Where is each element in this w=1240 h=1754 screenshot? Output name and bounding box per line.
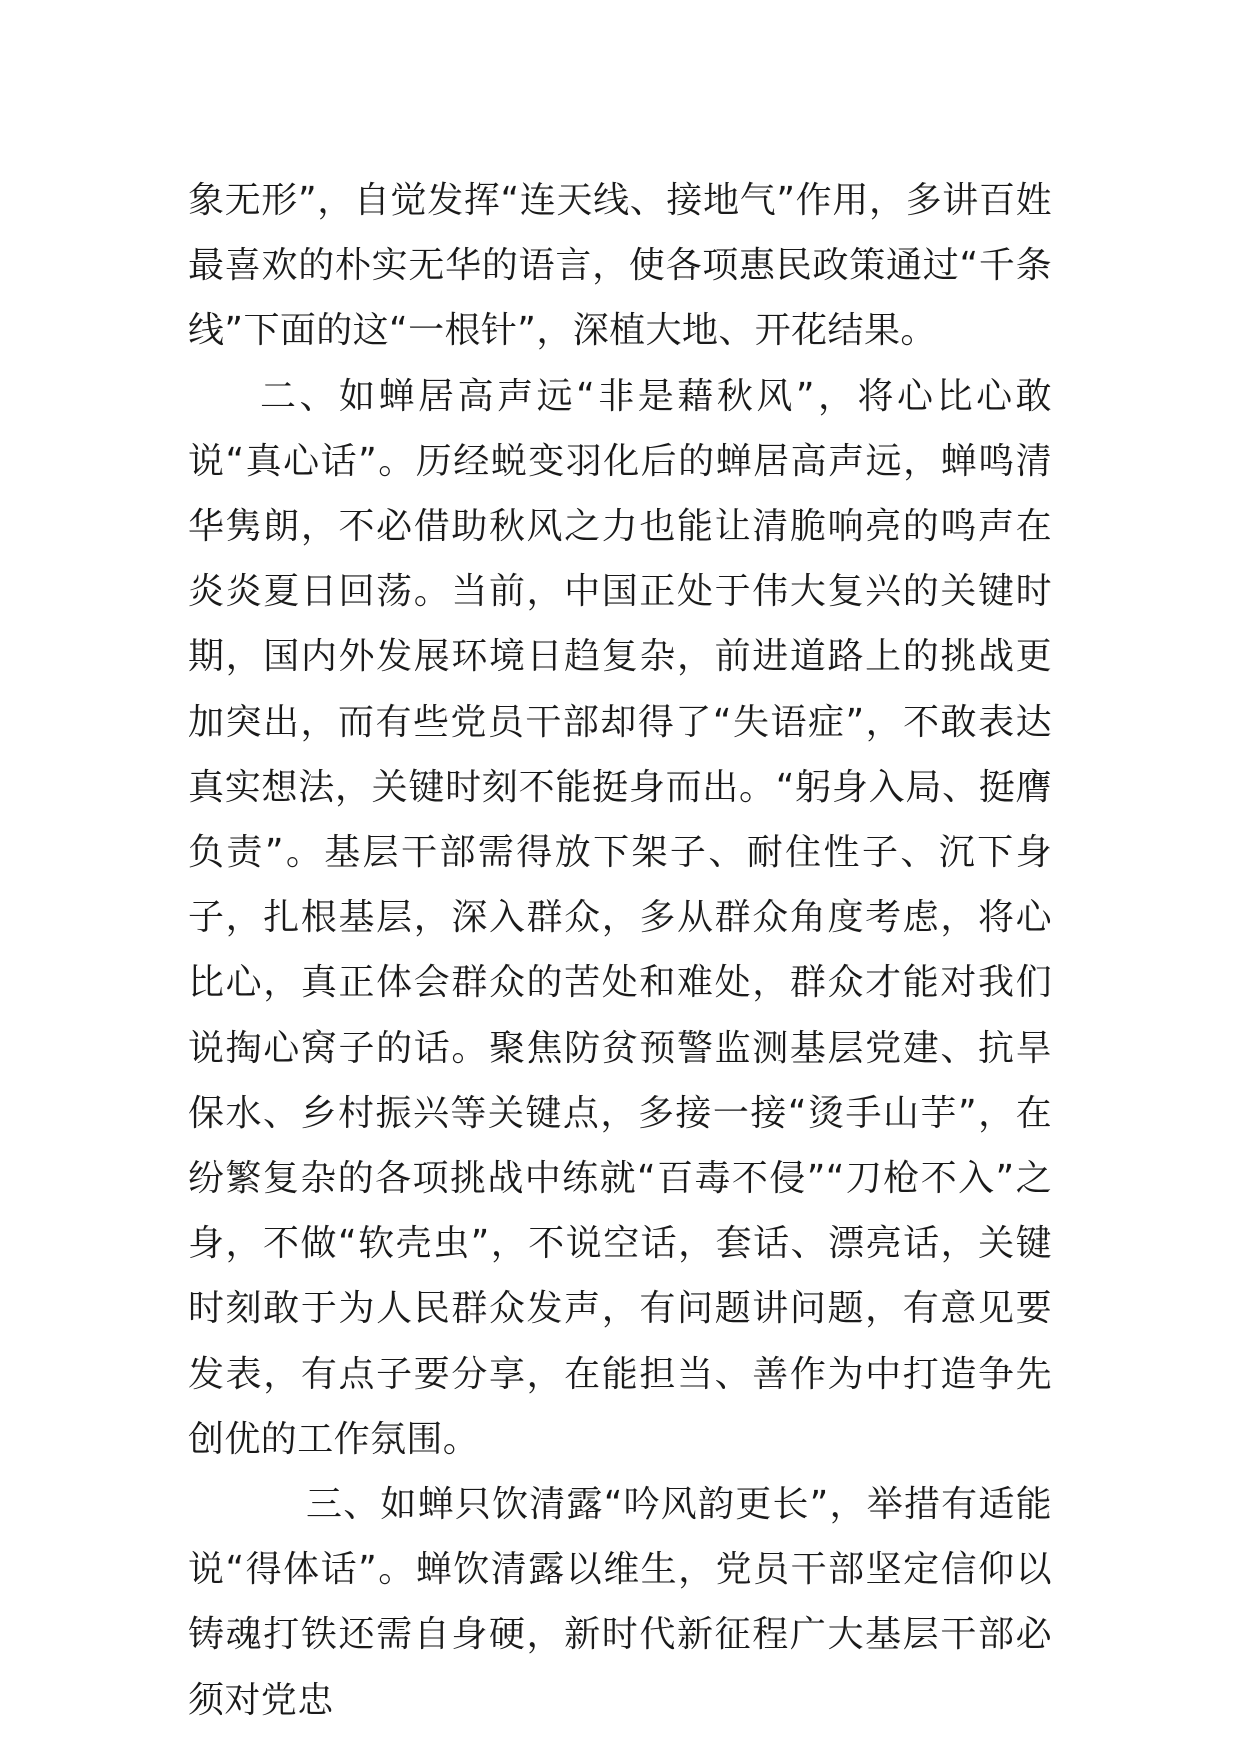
paragraph-section-three: 三、如蝉只饮清露“吟风韵更长”，举措有适能说“得体话”。蝉饮清露以维生，党员干部坚定信仰以铸魂打铁还需自身硬，新时代新征程广大基层干部必须对党忠 xyxy=(188,1484,1052,1721)
paragraph-section-two: 二、如蝉居高声远“非是藉秋风”，将心比心敢说“真心话”。历经蜕变羽化后的蝉居高声远，蝉鸣清华隽朗，不必借助秋风之力也能让清脆响亮的鸣声在炎炎夏日回荡。当前，中国正处于伟大复兴的关键时期，国内外发展环境日趋复杂，前进道路上的挑战更加突出，而有些党员干部却得了“失语症”，不敢表达真实想法，关键时刻不能挺身而出。“躬身入局、挺膺负责”。基层干部需得放下架子、耐住性子、沉下身子，扎根基层，深入群众，多从群众角度考虑，将心比心，真正体会群众的苦处和难处，群众才能对我们说掏心窝子的话。聚焦防贫预警监测基层党建、抗旱保水、乡村振兴等关键点，多接一接“烫手山芋”，在纷繁复杂的各项挑战中练就“百毒不侵”“刀枪不入”之身，不做“软壳虫”，不说空话，套话、漂亮话，关键时刻敢于为人民群众发声，有问题讲问题，有意见要发表，有点子要分享，在能担当、善作为中打造争先创优的工作氛围。 xyxy=(188,375,1052,1460)
document-body xyxy=(188,168,1052,1733)
paragraph-continuation: 象无形”，自觉发挥“连天线、接地气”作用，多讲百姓最喜欢的朴实无华的语言，使各项惠民政策通过“千条线”下面的这“一根针”，深植大地、开花结果。 xyxy=(188,180,1052,352)
